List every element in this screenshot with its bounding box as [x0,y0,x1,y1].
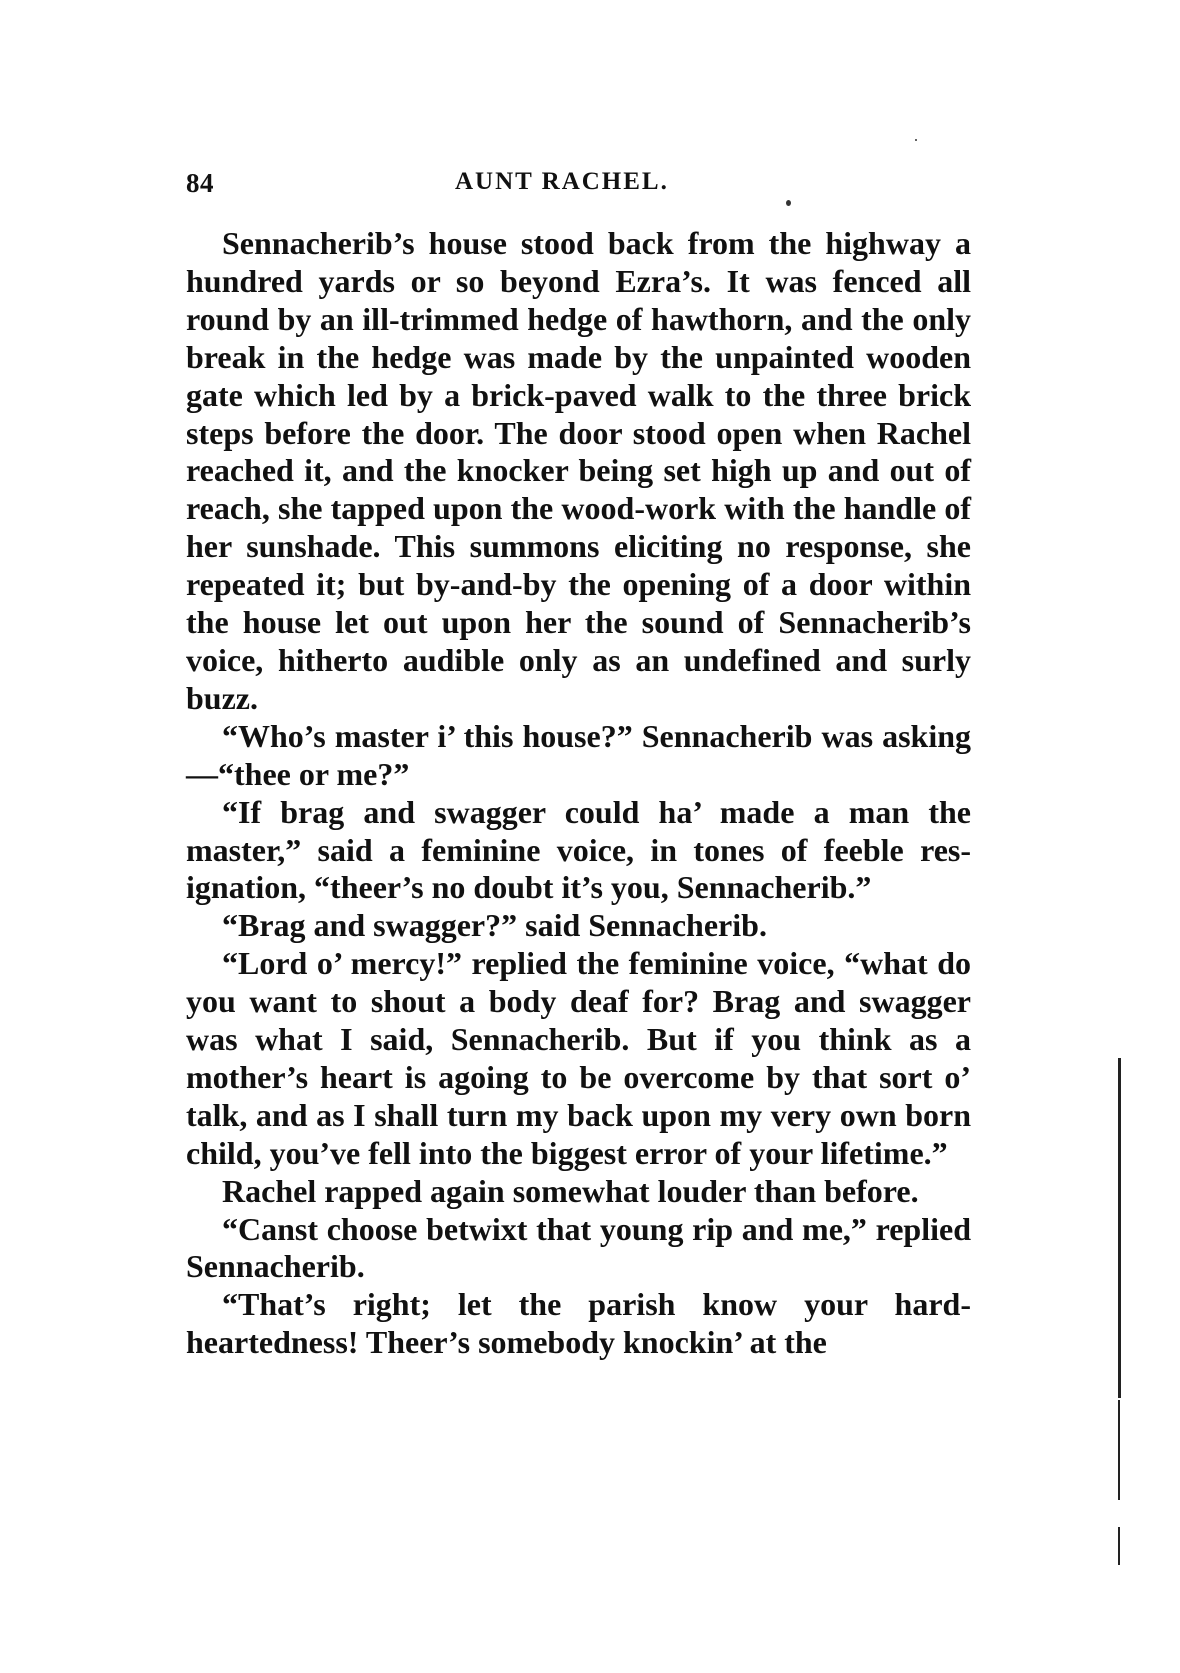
page-number: 84 [186,168,214,198]
paragraph-thats-right: “That’s right; let the parish know your hardheartedness! Theer’s somebody knockin’ at the [186,1286,971,1361]
margin-scan-line [1118,1058,1121,1398]
ink-speck [915,139,917,141]
paragraph-lord-o-mercy: “Lord o’ mercy!” replied the feminine voice, “what do you want to shout a body deaf for? Brag and swagger was what I said, Sennacherib. But if you think as a mother’s heart is agoing to be overcome by that sort o’ talk, and as I shall turn my back upon my very own born child, you’ve fell into the biggest error of your lifetime.” [186,945,971,1171]
paragraph-house-description: Sennacherib’s house stood back from the highway a hundred yards or so beyond Ezra’s. It was fenced all round by an ill-trimmed hedge of hawthorn, and the only break in the hedge was made by the unpainted wooden gate which led by a brick-paved walk to the three brick steps before the door. The door stood open when Rachel reached it, and the knocker being set high up and out of reach, she tapped upon the wood-work with the handle of her sunshade. This summons eliciting no response, she repeated it; but by-and-by the opening of a door within the house let out upon her the sound of Sennacherib’s voice, hitherto audible only as an undefined and surly buzz. [186,225,971,716]
margin-scan-line [1118,1400,1120,1500]
running-title: AUNT RACHEL. [455,168,669,195]
ink-speck [786,200,791,206]
body-text [186,225,971,1362]
paragraph-feminine-reply: “If brag and swagger could ha’ made a man the master,” said a feminine voice, in tones of feeble resignation, “theer’s no doubt it’s you, Sennacherib.” [186,793,971,906]
paragraph-rachel-rapped: Rachel rapped again somewhat louder than before. [222,1172,919,1209]
paragraph-canst-choose: “Canst choose betwixt that young rip and me,” replied Sennacherib. [186,1210,971,1285]
paragraph-brag-and-swagger: “Brag and swagger?” said Sennacherib. [222,907,767,944]
margin-scan-line [1118,1527,1120,1565]
paragraph-sennacherib-question: “Who’s master i’ this house?” Sennacherib was asking—“thee or me?” [186,717,971,792]
